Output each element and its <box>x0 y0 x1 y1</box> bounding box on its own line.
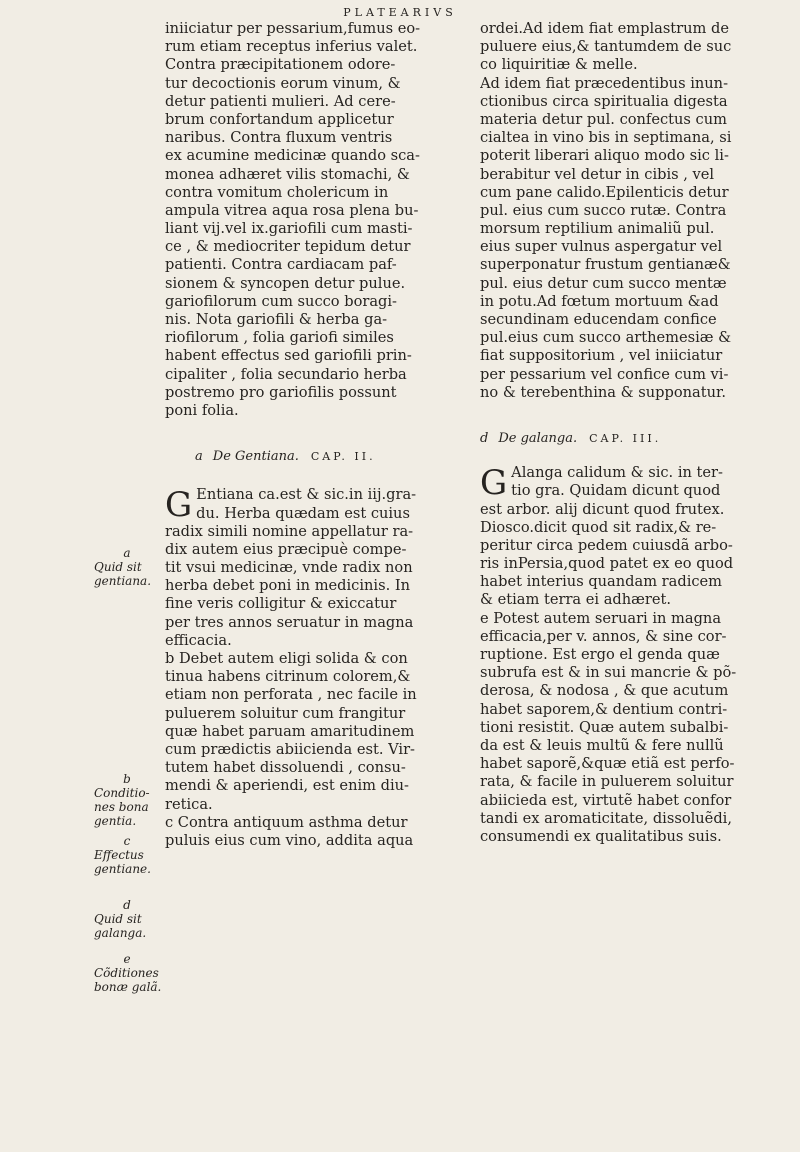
text-line: monea adhæret vilis stomachi, & <box>165 165 410 183</box>
margin-note-d <box>94 898 160 940</box>
text-line: efficacia,per v. annos, & sine cor- <box>480 627 727 645</box>
text-line: radix simili nomine appellatur ra- <box>165 522 414 540</box>
text-line: morsum reptilium animaliũ pul. <box>480 220 715 238</box>
text-line: nis. Nota gariofili & herba ga- <box>165 311 388 328</box>
text-line: du. Herba quædam est cuius <box>196 504 410 522</box>
text-line: retica. <box>165 795 213 813</box>
text-line: tinua habens citrinum colorem,& <box>165 668 411 686</box>
text-line: habet saporẽ,&quæ etiã est perfo- <box>480 755 735 773</box>
text-line: mendi & aperiendi, est enim diu- <box>165 777 409 795</box>
text-line: cialtea in vino bis in septimana, si <box>480 129 732 147</box>
text-line: cum prædictis abiicienda est. Vir- <box>165 740 415 758</box>
text-line: ce , & mediocriter tepidum detur <box>165 238 411 256</box>
text-line: Entiana ca.est & sic.in iij.gra- <box>196 486 417 504</box>
text-line: no & terebenthina & supponatur. <box>480 383 726 401</box>
margin-line: bonæ galã. <box>94 980 162 994</box>
text-line: peritur circa pedem cuiusdã arbo- <box>480 536 733 554</box>
text-line: tit vsui medicinæ, vnde radix non <box>165 559 413 577</box>
text-line: eius super vulnus aspergatur vel <box>480 238 723 256</box>
margin-note-e <box>94 952 160 994</box>
text-line: & etiam terra ei adhæret. <box>480 591 671 609</box>
text-line: puluere eius,& tantumdem de suc <box>480 38 732 56</box>
text-line: brum confortandum applicetur <box>165 110 394 128</box>
text-line: patienti. Contra cardiacam paf- <box>165 256 397 274</box>
text-line: materia detur pul. confectus cum <box>480 110 727 128</box>
text-line: gariofilorum cum succo boragi- <box>165 292 397 310</box>
text-line: liant vij.vel ix.gariofili cum masti- <box>165 220 413 238</box>
margin-note-c <box>94 834 160 876</box>
margin-letter: c <box>123 834 131 848</box>
text-line: habet interius quandam radicem <box>480 573 723 591</box>
chapter-letter: d <box>480 430 489 446</box>
right-column <box>480 20 776 846</box>
margin-line: Quid sit <box>94 560 142 574</box>
text-line: dix autem eius præcipuè compe- <box>165 540 407 558</box>
margin-letter: a <box>123 546 131 560</box>
text-line: tutem habet dissoluendi , consu- <box>165 759 406 777</box>
left-column <box>165 20 463 850</box>
right-top-text <box>480 20 776 402</box>
text-line: secundinam educendam confice <box>480 311 717 328</box>
text-line: ris inPersia,quod patet ex eo quod <box>480 555 734 573</box>
margin-letter: b <box>123 772 131 786</box>
text-line: consumendi ex qualitatibus suis. <box>480 827 722 845</box>
text-line: pul. eius detur cum succo mentæ <box>480 274 727 292</box>
chapter-number: CAP. III. <box>589 431 662 445</box>
text-line: pul. eius cum succo rutæ. Contra <box>480 201 727 219</box>
text-line: superponatur frustum gentianæ& <box>480 256 731 274</box>
gentiana-text <box>165 486 463 850</box>
text-line: da est & leuis multũ & fere nullũ <box>480 736 724 754</box>
margin-line: Conditio- <box>94 786 150 800</box>
text-line: habet saporem,& dentium contri- <box>480 700 728 718</box>
chapter-title: De Gentiana. <box>212 449 299 465</box>
text-line: fine veris colligitur & exiccatur <box>165 595 397 613</box>
text-line: ex acumine medicinæ quando sca- <box>165 147 420 165</box>
text-line: puluis eius cum vino, addita aqua <box>165 831 414 849</box>
margin-letter: d <box>123 898 131 912</box>
margin-note-a <box>94 546 160 588</box>
margin-line: Cõditiones <box>94 966 159 980</box>
chapter-heading-galanga <box>480 430 776 448</box>
text-line: riofilorum , folia gariofi similes <box>165 329 394 347</box>
chapter-letter: a <box>195 449 203 465</box>
text-line: ordei.Ad idem fiat emplastrum de <box>480 20 729 37</box>
drop-cap-initial: G <box>480 463 508 504</box>
margin-note-b <box>94 772 160 828</box>
text-line: in potu.Ad fœtum mortuum &ad <box>480 292 719 310</box>
text-line: sionem & syncopen detur pulue. <box>165 274 406 292</box>
text-line: herba debet poni in medicinis. In <box>165 577 411 595</box>
text-line: Contra præcipitationem odore- <box>165 56 396 74</box>
text-line: iniiciatur per pessarium,fumus eo- <box>165 20 421 37</box>
text-line: efficacia. <box>165 631 232 649</box>
left-top-text <box>165 20 463 420</box>
text-line: per pessarium vel confice cum vi- <box>480 365 729 383</box>
drop-cap-initial: G <box>165 485 193 526</box>
text-line: tandi ex aromaticitate, dissoluẽdi, <box>480 809 732 827</box>
margin-line: Effectus <box>94 848 144 862</box>
text-line: rum etiam receptus inferius valet. <box>165 38 418 56</box>
text-line: poni folia. <box>165 401 239 419</box>
text-line: berabitur vel detur in cibis , vel <box>480 165 715 183</box>
margin-line: Quid sit <box>94 912 142 926</box>
text-line: puluerem soluitur cum frangitur <box>165 704 406 722</box>
text-line: habent effectus sed gariofili prin- <box>165 347 412 365</box>
text-line: ruptione. Est ergo el genda quæ <box>480 646 720 663</box>
text-line: tio gra. Quidam dicunt quod <box>511 482 721 500</box>
text-line: fiat suppositorium , vel iniiciatur <box>480 347 723 365</box>
text-line: Ad idem fiat præcedentibus inun- <box>480 74 729 92</box>
galanga-text <box>480 464 776 846</box>
text-line: etiam non perforata , nec facile in <box>165 686 417 704</box>
chapter-title: De galanga. <box>498 430 578 446</box>
text-line: detur patienti mulieri. Ad cere- <box>165 92 396 110</box>
text-line: derosa, & nodosa , & que acutum <box>480 682 729 700</box>
text-line: cum pane calido.Epilenticis detur <box>480 183 729 201</box>
text-line: per tres annos seruatur in magna <box>165 613 414 631</box>
text-line: e Potest autem seruari in magna <box>480 609 722 627</box>
text-line: co liquiritiæ & melle. <box>480 56 638 74</box>
chapter-heading-gentiana <box>195 448 463 466</box>
text-line: tur decoctionis eorum vinum, & <box>165 74 401 92</box>
text-line: est arbor. alij dicunt quod frutex. <box>480 500 725 518</box>
text-line: c Contra antiquum asthma detur <box>165 813 408 831</box>
text-line: b Debet autem eligi solida & con <box>165 650 408 667</box>
margin-line: gentiane. <box>94 862 151 876</box>
margin-letter: e <box>123 952 131 966</box>
running-header: PLATEARIVS <box>343 6 457 19</box>
margin-line: gentia. <box>94 814 137 828</box>
text-line: Alanga calidum & sic. in ter- <box>511 464 723 482</box>
text-line: contra vomitum cholericum in <box>165 183 389 201</box>
margin-line: gentiana. <box>94 574 152 588</box>
text-line: postremo pro gariofilis possunt <box>165 383 397 401</box>
text-line: quæ habet paruam amaritudinem <box>165 722 415 740</box>
text-line: rata, & facile in puluerem soluitur <box>480 773 734 791</box>
margin-line: galanga. <box>94 926 147 940</box>
text-line: pul.eius cum succo arthemesiæ & <box>480 329 732 347</box>
text-line: abiicieda est, virtutẽ habet confor <box>480 791 732 809</box>
text-line: tioni resistit. Quæ autem subalbi- <box>480 718 729 736</box>
text-line: cipaliter , folia secundario herba <box>165 365 407 383</box>
text-line: naribus. Contra fluxum ventris <box>165 129 393 147</box>
chapter-number: CAP. II. <box>310 450 376 464</box>
text-line: subrufa est & in sui mancrie & põ- <box>480 664 737 682</box>
text-line: poterit liberari aliquo modo sic li- <box>480 147 729 165</box>
text-line: Diosco.dicit quod sit radix,& re- <box>480 518 717 536</box>
text-line: ctionibus circa spiritualia digesta <box>480 92 728 110</box>
text-line: ampula vitrea aqua rosa plena bu- <box>165 201 419 219</box>
margin-line: nes bona <box>94 800 149 814</box>
